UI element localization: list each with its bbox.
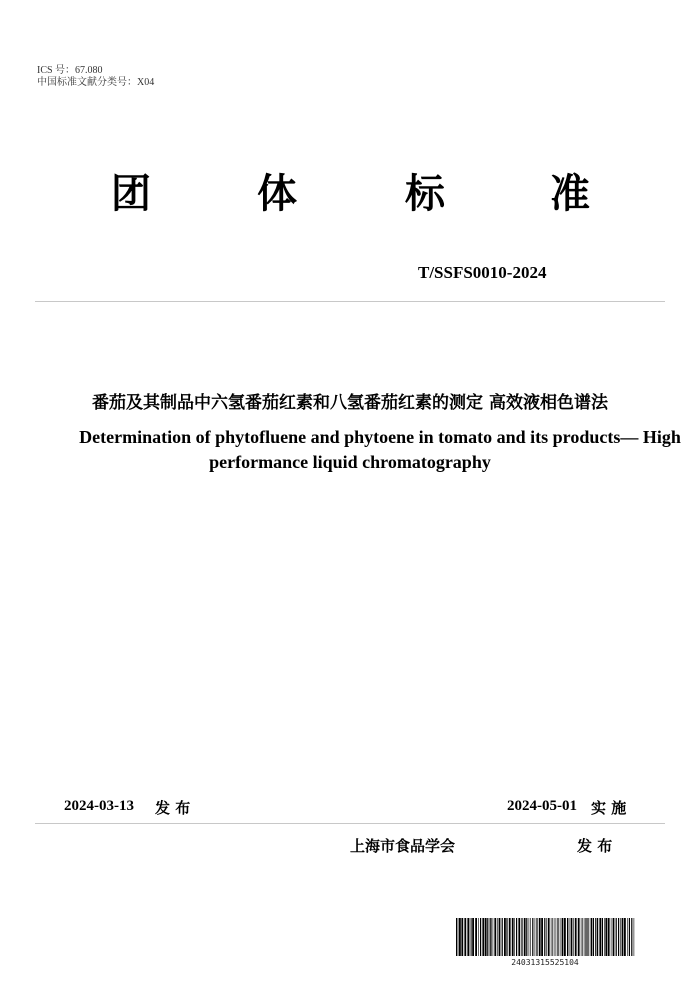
barcode-bar xyxy=(567,918,568,956)
doc-type-char-1: 团 xyxy=(111,171,151,217)
barcode-bar xyxy=(548,918,550,956)
publisher-name: 上海市食品学会 xyxy=(350,837,456,855)
barcode-bar xyxy=(581,918,582,956)
barcode-bar xyxy=(497,918,498,956)
barcode-bar xyxy=(618,918,619,956)
implement-date: 2024-05-01 xyxy=(507,798,577,814)
barcode-bar xyxy=(529,918,530,956)
barcode-bar xyxy=(604,918,605,956)
bottom-divider xyxy=(35,823,665,824)
barcode-bar xyxy=(459,918,461,956)
barcode-bar xyxy=(597,918,598,956)
barcode-bar xyxy=(535,918,536,956)
barcode-bar xyxy=(613,918,615,956)
barcode-bar xyxy=(578,918,580,956)
barcode-bar xyxy=(541,918,543,956)
barcode-bar xyxy=(591,918,592,956)
barcode-bar xyxy=(480,918,481,956)
barcode-bar xyxy=(461,918,463,956)
barcode-bar xyxy=(475,918,477,956)
top-divider xyxy=(35,301,665,302)
barcode-bar xyxy=(482,918,484,956)
barcode-bar xyxy=(575,918,577,956)
issue-date: 2024-03-13 xyxy=(64,798,134,814)
barcode-number: 24031315525104 xyxy=(511,958,579,967)
barcode-bar xyxy=(557,918,558,956)
barcode-image xyxy=(455,918,635,956)
barcode-bar xyxy=(491,918,492,956)
barcode-bar xyxy=(478,918,479,956)
barcode-bar xyxy=(586,918,587,956)
barcode-bar xyxy=(622,918,624,956)
barcode-bar xyxy=(536,918,537,956)
barcode-bar xyxy=(502,918,503,956)
barcode-bar xyxy=(605,918,607,956)
barcode-bar xyxy=(582,918,583,956)
publisher-label: 发 布 xyxy=(577,837,613,855)
barcode-bar xyxy=(546,918,547,956)
barcode-bar xyxy=(627,918,628,956)
barcode-bar xyxy=(629,918,630,956)
barcode-bar xyxy=(551,918,552,956)
barcode-bar xyxy=(472,918,474,956)
barcode-bar xyxy=(599,918,601,956)
barcode-bar xyxy=(506,918,507,956)
barcode-bar xyxy=(490,918,491,956)
barcode-bar xyxy=(544,918,545,956)
barcode-bar xyxy=(485,918,487,956)
doc-type-char-3: 标 xyxy=(405,171,445,217)
barcode-bar xyxy=(516,918,517,956)
barcode-bar xyxy=(493,918,494,956)
doc-type-char-2: 体 xyxy=(257,171,297,217)
barcode-bar xyxy=(602,918,603,956)
doc-type-char-4: 准 xyxy=(550,171,590,217)
barcode-bar xyxy=(512,918,514,956)
chinese-title: 番茄及其制品中六氢番茄红素和八氢番茄红素的测定 高效液相色谱法 xyxy=(92,393,608,413)
barcode-bar xyxy=(504,918,506,956)
barcode-bar xyxy=(554,918,555,956)
barcode-bar xyxy=(509,918,511,956)
barcode-bar xyxy=(521,918,522,956)
barcode-bar xyxy=(593,918,594,956)
barcode-bar xyxy=(539,918,541,956)
barcode-bar xyxy=(532,918,533,956)
english-title xyxy=(60,425,700,475)
barcode-bar xyxy=(467,918,469,956)
barcode-bar xyxy=(526,918,527,956)
barcode-bar xyxy=(499,918,501,956)
issue-label: 发 布 xyxy=(155,799,191,817)
barcode-bar xyxy=(608,918,610,956)
barcode-bar xyxy=(456,918,457,956)
barcode-bar xyxy=(587,918,588,956)
barcode-bar xyxy=(624,918,626,956)
barcode-bar xyxy=(590,918,591,956)
barcode-bar xyxy=(556,918,557,956)
barcode-bar xyxy=(571,918,573,956)
barcode-bar xyxy=(524,918,526,956)
implement-label: 实 施 xyxy=(591,799,627,817)
standard-number: T/SSFS0010-2024 xyxy=(418,263,547,282)
barcode-bar xyxy=(564,918,566,956)
barcode-bar xyxy=(494,918,496,956)
barcode-bar xyxy=(569,918,570,956)
barcode-bar xyxy=(471,918,472,956)
english-title-line-1: Determination of phytofluene and phytoene in tomato and its products— High xyxy=(79,427,681,447)
barcode-bar xyxy=(464,918,466,956)
english-title-line-2: performance liquid chromatography xyxy=(209,452,491,472)
barcode-bar xyxy=(487,918,488,956)
barcode-bar xyxy=(573,918,574,956)
ccs-code: 中国标准文献分类号：X04 xyxy=(37,77,155,88)
barcode-bar xyxy=(530,918,531,956)
barcode-bar xyxy=(552,918,553,956)
barcode-bar xyxy=(560,918,561,956)
ics-code: ICS 号：67.080 xyxy=(37,65,103,76)
barcode-bar xyxy=(585,918,586,956)
barcode-bar xyxy=(631,918,632,956)
barcode-bar xyxy=(634,918,635,956)
barcode-bar xyxy=(562,918,564,956)
barcode-bar xyxy=(611,918,612,956)
barcode-bar xyxy=(518,918,520,956)
barcode-bar xyxy=(470,918,471,956)
barcode-bar xyxy=(584,918,585,956)
barcode-bar xyxy=(620,918,621,956)
barcode-bar xyxy=(595,918,596,956)
barcode-bar xyxy=(458,918,459,956)
barcode-bar xyxy=(514,918,515,956)
barcode-bar xyxy=(616,918,617,956)
